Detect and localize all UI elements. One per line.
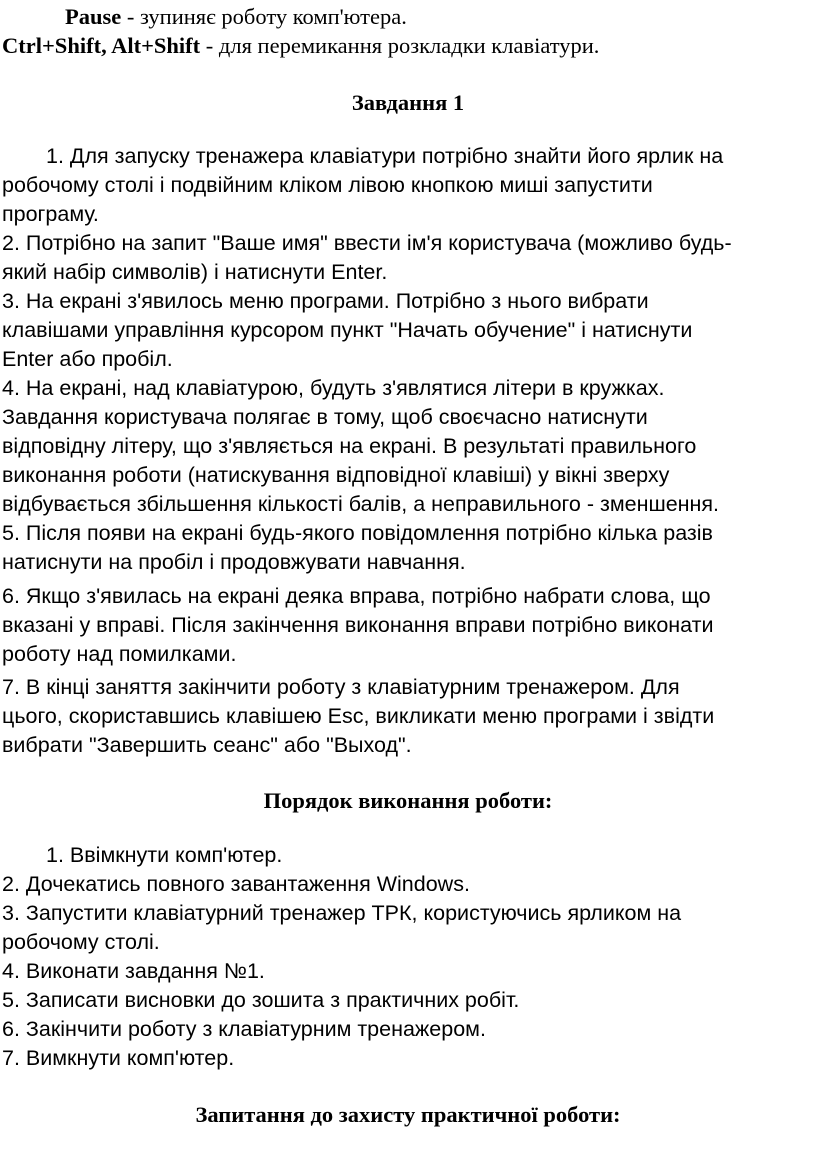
task-heading: Завдання 1 [351, 90, 465, 115]
task-line: 1. Для запуску тренажера клавіатури потрібно знайти його ярлик на [46, 144, 724, 168]
task-line: цього, скориставшись клавішею Esc, викликати меню програми і звідти [2, 704, 715, 728]
pause-line [65, 6, 407, 29]
layout-keys: Ctrl+Shift, Alt+Shift [2, 33, 201, 58]
task-line: програму. [2, 202, 99, 226]
task-line: відповідну літеру, що з'являється на екрані. В результаті правильного [2, 434, 697, 458]
task-line: вказані у вправі. Після закінчення виконання вправи потрібно виконати [2, 613, 714, 637]
pause-description: - зупиняє роботу комп'ютера. [121, 4, 407, 29]
layout-switch-line [2, 35, 599, 58]
task-line: який набір символів) і натиснути Enter. [2, 260, 388, 284]
procedure-line: 7. Вимкнути комп'ютер. [2, 1046, 235, 1070]
procedure-line: 2. Дочекатись повного завантаження Windows. [2, 872, 470, 896]
task-line: натиснути на пробіл і продовжувати навчання. [2, 550, 466, 574]
procedure-line: 6. Закінчити роботу з клавіатурним тренажером. [2, 1017, 486, 1041]
layout-description: - для перемикання розкладки клавіатури. [200, 33, 600, 58]
task-line: 3. На екрані з'явилось меню програми. Потрібно з нього вибрати [2, 289, 649, 313]
task-line: вибрати "Завершить сеанс" або "Выход". [2, 733, 412, 757]
task-line: 5. Після появи на екрані будь-якого повідомлення потрібно кілька разів [2, 521, 713, 545]
procedure-line: 1. Ввімкнути комп'ютер. [46, 843, 283, 867]
task-line: робочому столі і подвійним кліком лівою кнопкою миші запустити [2, 173, 653, 197]
task-line: 6. Якщо з'явилась на екрані деяка вправа, потрібно набрати слова, що [2, 584, 711, 608]
task-line: відбувається збільшення кількості балів, а неправильного - зменшення. [2, 492, 720, 516]
procedure-line: робочому столі. [2, 930, 160, 954]
task-line: Enter або пробіл. [2, 347, 173, 371]
task-line: 2. Потрібно на запит "Ваше имя" ввести ім'я користувача (можливо будь- [2, 231, 732, 255]
task-line: Завдання користувача полягає в тому, щоб своєчасно натиснути [2, 405, 648, 429]
task-line: 7. В кінці заняття закінчити роботу з клавіатурним тренажером. Для [2, 675, 680, 699]
task-line: 4. На екрані, над клавіатурою, будуть з'являтися літери в кружках. [2, 376, 665, 400]
task-line: виконання роботи (натискування відповідної клавіші) у вікні зверху [2, 463, 670, 487]
task-line: роботу над помилками. [2, 642, 237, 666]
questions-heading: Запитання до захисту практичної роботи: [195, 1102, 621, 1127]
pause-key: Pause [65, 4, 122, 29]
procedure-line: 5. Записати висновки до зошита з практичних робіт. [2, 988, 520, 1012]
procedure-line: 3. Запустити клавіатурний тренажер ТРК, користуючись ярликом на [2, 901, 682, 925]
task-line: клавішами управління курсором пункт "Начать обучение" і натиснути [2, 318, 693, 342]
procedure-heading: Порядок виконання роботи: [263, 788, 553, 813]
procedure-line: 4. Виконати завдання №1. [2, 959, 265, 983]
